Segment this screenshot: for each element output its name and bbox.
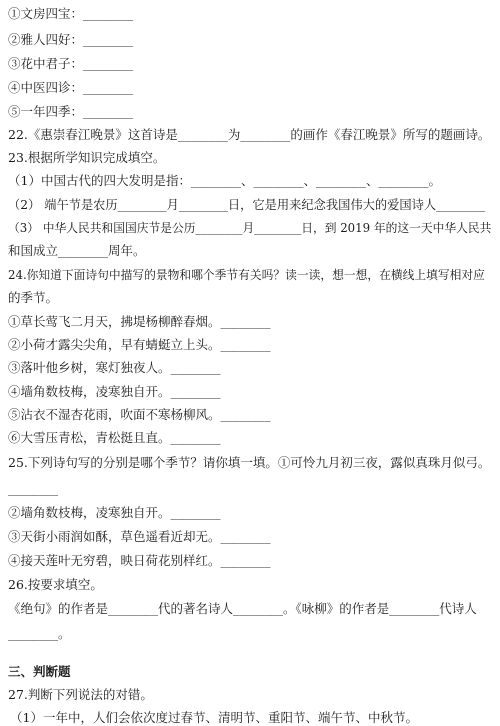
item-yinian-siji: ⑤一年四季：________ [8,104,134,119]
item-zhongyi-sizhen: ④中医四诊：________ [8,80,134,95]
question-23-1: （1）中国古代的四大发明是指：________、________、________、________。 [8,173,441,188]
question-22: 22.《惠崇春江晚景》这首诗是________为________的画作《春江晚景》所写的题画诗。 [8,127,491,142]
question-27-1: （1）一年中，人们会依次度过春节、清明节、重阳节、端午节、中秋节。 [10,710,418,725]
question-24-item-6: ⑥大雪压青松，青松挺且直。________ [8,430,221,445]
question-25-blank-1: ________ [8,481,58,496]
item-wenfang-sibao: ①文房四宝：________ [8,6,134,21]
question-24: 24.你知道下面诗句中描写的景物和哪个季节有关吗？读一读，想一想，在横线上填写相对应 [8,268,485,282]
question-25-item-4: ④接天莲叶无穷碧，映日荷花别样红。________ [8,553,271,568]
question-25: 25.下列诗句写的分别是哪个季节？请你填一填。①可怜九月初三夜，露似真珠月似弓。 [8,455,491,470]
question-24-item-1: ①草长莺飞二月天，拂堤杨柳醉春烟。________ [8,314,271,329]
question-23-3-cont: 和国成立________周年。 [8,243,146,258]
question-25-item-2: ②墙角数枝梅，凌寒独自开。________ [8,505,221,520]
question-23-3: （3） 中华人民共和国国庆节是公历________月________日，到 2019 年的这一天中华人民共 [8,221,492,235]
question-24-cont: 的季节。 [8,290,59,305]
question-25-item-3: ③天街小雨润如酥，草色遥看近却无。________ [8,529,271,544]
question-24-item-2: ②小荷才露尖尖角，早有蜻蜓立上头。________ [8,337,271,352]
item-huazhong-junzi: ③花中君子：________ [8,56,134,71]
question-26-line-2: ________。 [8,626,71,641]
question-24-item-4: ④墙角数枝梅，凌寒独自开。________ [8,384,221,399]
question-24-item-3: ③落叶他乡树，寒灯独夜人。________ [8,360,221,375]
question-26-line-1: 《绝句》的作者是________代的著名诗人________。《咏柳》的作者是________代诗人 [8,601,477,616]
section-heading-judgement: 三、判断题 [8,664,71,679]
question-23: 23.根据所学知识完成填空。 [8,150,166,165]
question-23-2: （2） 端午节是农历________月________日，它是用来纪念我国伟大的爱国诗人________ [8,198,486,212]
item-yaren-sihao: ②雅人四好：________ [8,32,134,47]
question-27: 27.判断下列说法的对错。 [8,687,153,702]
question-24-item-5: ⑤沾衣不湿杏花雨，吹面不寒杨柳风。________ [8,407,271,422]
question-26: 26.按要求填空。 [8,577,103,592]
